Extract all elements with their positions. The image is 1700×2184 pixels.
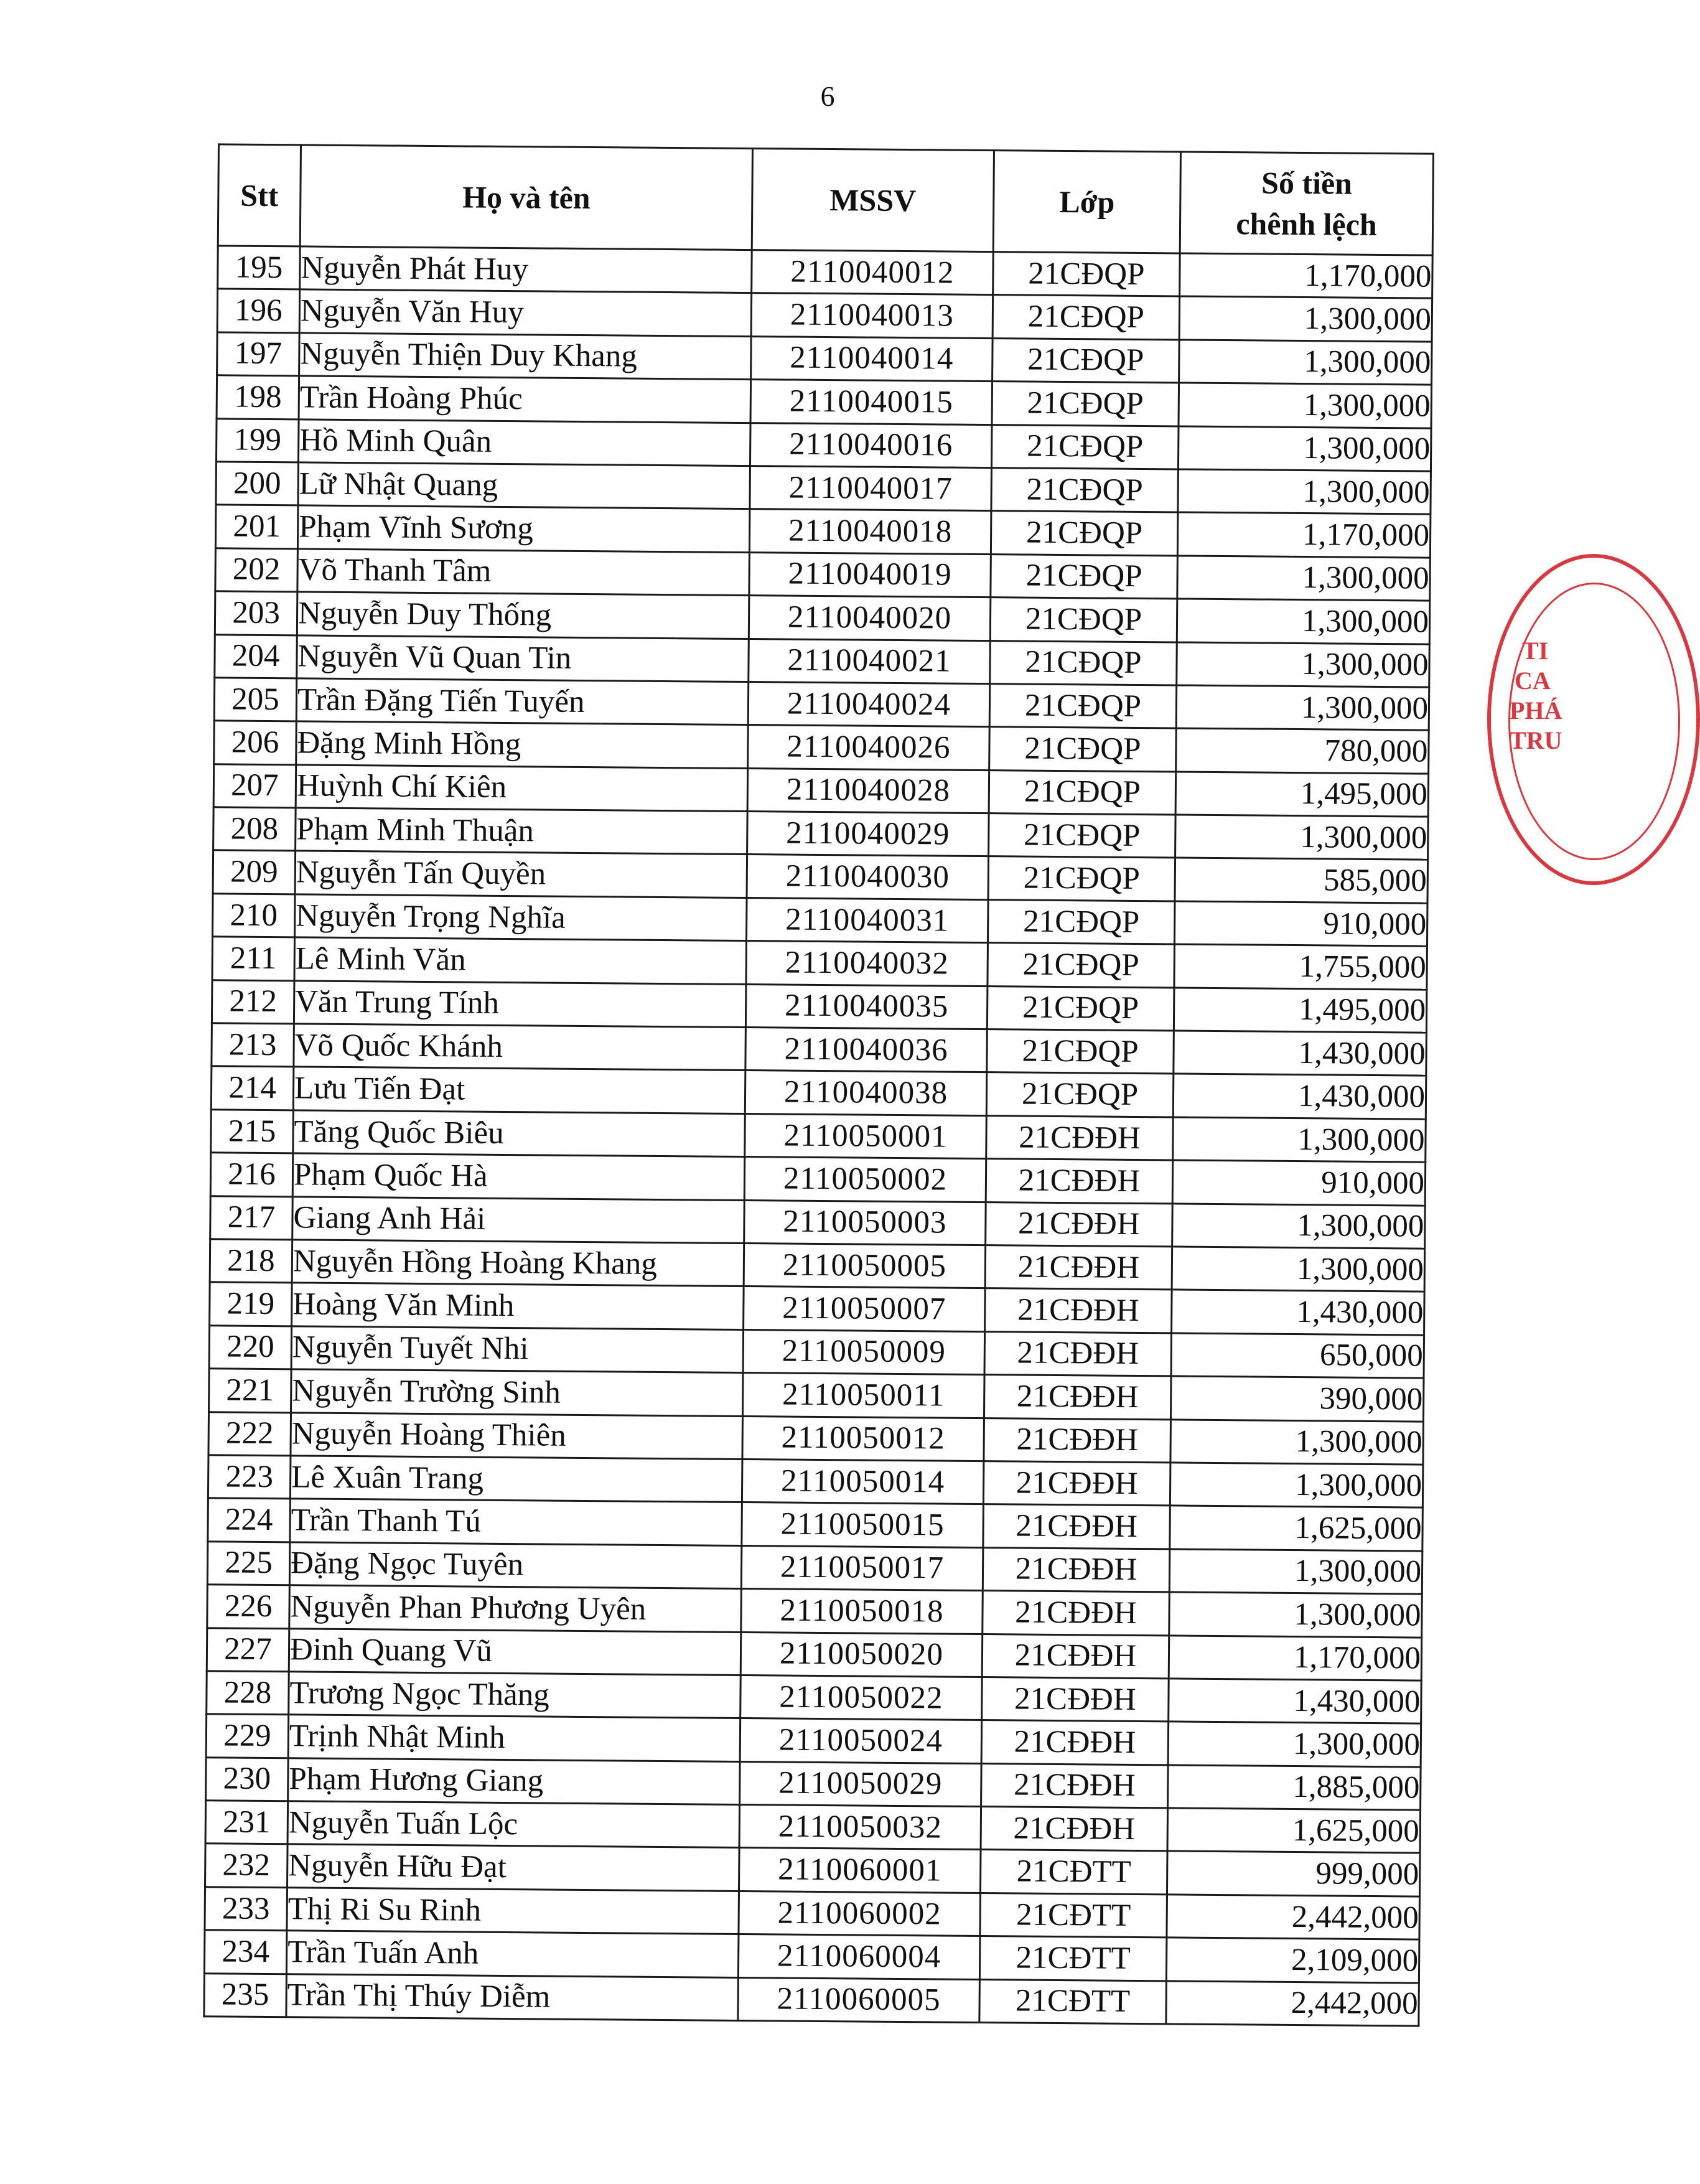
cell-stt: 227 bbox=[207, 1628, 289, 1671]
cell-amount: 2,109,000 bbox=[1166, 1938, 1419, 1983]
cell-stt: 200 bbox=[216, 462, 299, 505]
cell-mssv: 2110040020 bbox=[749, 596, 991, 640]
seal-text-4: TRU bbox=[1510, 726, 1562, 754]
cell-class: 21CĐĐH bbox=[984, 1375, 1171, 1420]
cell-name: Thị Ri Su Rinh bbox=[287, 1888, 739, 1934]
cell-stt: 196 bbox=[217, 289, 300, 332]
cell-amount: 1,430,000 bbox=[1169, 1679, 1422, 1724]
cell-mssv: 2110040012 bbox=[752, 250, 994, 295]
header-amount-line2: chênh lệch bbox=[1236, 206, 1377, 242]
cell-stt: 230 bbox=[206, 1757, 289, 1801]
cell-mssv: 2110050002 bbox=[744, 1157, 986, 1202]
cell-amount: 999,000 bbox=[1167, 1851, 1420, 1896]
cell-mssv: 2110060004 bbox=[738, 1934, 980, 1979]
cell-stt: 224 bbox=[208, 1498, 291, 1542]
seal-text-3: PHÁ bbox=[1510, 696, 1562, 724]
cell-amount: 1,495,000 bbox=[1175, 772, 1429, 817]
cell-mssv: 2110050015 bbox=[742, 1502, 984, 1547]
cell-mssv: 2110050020 bbox=[740, 1632, 983, 1677]
cell-class: 21CĐQP bbox=[990, 598, 1177, 642]
cell-name: Lê Minh Văn bbox=[294, 937, 747, 984]
cell-amount: 1,300,000 bbox=[1169, 1592, 1422, 1638]
cell-mssv: 2110040029 bbox=[747, 812, 989, 856]
cell-stt: 198 bbox=[217, 375, 299, 419]
cell-amount: 1,300,000 bbox=[1172, 1204, 1426, 1249]
seal-text-2: CA bbox=[1515, 667, 1551, 695]
cell-mssv: 2110050012 bbox=[742, 1416, 984, 1461]
cell-name: Nguyễn Vũ Quan Tin bbox=[297, 635, 749, 682]
cell-mssv: 2110040028 bbox=[747, 768, 989, 813]
cell-name: Lưu Tiến Đạt bbox=[293, 1067, 745, 1113]
cell-class: 21CĐQP bbox=[987, 1029, 1174, 1074]
table-row bbox=[204, 1973, 1419, 2026]
cell-class: 21CĐĐH bbox=[985, 1288, 1172, 1333]
page-number: 6 bbox=[820, 80, 835, 112]
cell-class: 21CĐĐH bbox=[983, 1504, 1170, 1549]
cell-name: Tăng Quốc Biêu bbox=[293, 1110, 745, 1157]
cell-stt: 226 bbox=[207, 1585, 290, 1628]
cell-amount: 1,170,000 bbox=[1180, 253, 1433, 299]
cell-mssv: 2110060001 bbox=[739, 1848, 981, 1893]
official-seal-stamp bbox=[1487, 554, 1700, 885]
cell-class: 21CĐQP bbox=[992, 295, 1180, 340]
cell-name: Phạm Hương Giang bbox=[288, 1758, 740, 1804]
cell-stt: 234 bbox=[204, 1930, 287, 1974]
cell-class: 21CĐTT bbox=[980, 1850, 1167, 1895]
cell-amount: 390,000 bbox=[1170, 1376, 1424, 1422]
cell-mssv: 2110040036 bbox=[745, 1028, 988, 1072]
cell-class: 21CĐĐH bbox=[982, 1677, 1169, 1722]
cell-class: 21CĐQP bbox=[993, 252, 1180, 297]
cell-name: Nguyễn Hồng Hoàng Khang bbox=[292, 1240, 744, 1286]
cell-mssv: 2110040019 bbox=[749, 552, 991, 597]
cell-mssv: 2110050009 bbox=[743, 1329, 985, 1374]
cell-name: Trần Hoàng Phúc bbox=[299, 376, 751, 423]
cell-name: Văn Trung Tính bbox=[294, 980, 746, 1027]
cell-class: 21CĐQP bbox=[989, 684, 1177, 729]
cell-mssv: 2110050022 bbox=[740, 1675, 983, 1720]
cell-mssv: 2110040017 bbox=[750, 466, 992, 511]
cell-class: 21CĐĐH bbox=[984, 1331, 1172, 1376]
cell-mssv: 2110050007 bbox=[744, 1286, 986, 1331]
cell-amount: 1,300,000 bbox=[1172, 1247, 1425, 1292]
cell-class: 21CĐQP bbox=[990, 640, 1177, 685]
cell-name: Phạm Vĩnh Sương bbox=[297, 505, 750, 552]
cell-amount: 1,300,000 bbox=[1173, 1117, 1426, 1163]
cell-mssv: 2110050011 bbox=[742, 1373, 984, 1418]
cell-class: 21CĐQP bbox=[991, 511, 1178, 556]
cell-amount: 1,625,000 bbox=[1167, 1808, 1421, 1854]
cell-amount: 1,300,000 bbox=[1169, 1549, 1422, 1595]
cell-amount: 1,300,000 bbox=[1177, 556, 1431, 601]
cell-name: Phạm Minh Thuận bbox=[296, 808, 748, 855]
cell-stt: 222 bbox=[208, 1412, 291, 1455]
cell-stt: 215 bbox=[211, 1110, 294, 1153]
cell-mssv: 2110050017 bbox=[741, 1545, 983, 1590]
cell-class: 21CĐĐH bbox=[981, 1763, 1169, 1808]
cell-mssv: 2110050032 bbox=[739, 1805, 981, 1850]
cell-class: 21CĐTT bbox=[979, 1979, 1167, 2024]
header-amount bbox=[1180, 152, 1433, 255]
seal-text-1: TI bbox=[1522, 637, 1549, 665]
cell-amount: 910,000 bbox=[1172, 1160, 1426, 1206]
cell-amount: 1,300,000 bbox=[1177, 599, 1430, 644]
cell-stt: 211 bbox=[212, 937, 295, 980]
cell-stt: 217 bbox=[210, 1196, 293, 1239]
cell-name: Nguyễn Văn Huy bbox=[299, 289, 752, 336]
cell-amount: 1,170,000 bbox=[1177, 512, 1431, 558]
cell-mssv: 2110040031 bbox=[746, 898, 988, 942]
header-class: Lớp bbox=[993, 151, 1180, 253]
table-header-row bbox=[218, 144, 1433, 255]
cell-class: 21CĐQP bbox=[988, 943, 1175, 988]
cell-mssv: 2110040013 bbox=[751, 293, 993, 338]
cell-stt: 219 bbox=[210, 1282, 292, 1326]
cell-class: 21CĐĐH bbox=[986, 1115, 1174, 1160]
cell-class: 21CĐQP bbox=[989, 727, 1177, 772]
cell-amount: 1,495,000 bbox=[1174, 988, 1427, 1033]
cell-name: Trịnh Nhật Minh bbox=[288, 1715, 740, 1761]
cell-name: Nguyễn Tấn Quyền bbox=[295, 851, 747, 898]
cell-mssv: 2110040021 bbox=[749, 639, 991, 683]
cell-amount: 2,442,000 bbox=[1167, 1895, 1420, 1940]
cell-name: Nguyễn Trường Sinh bbox=[291, 1369, 744, 1416]
cell-stt: 204 bbox=[215, 634, 297, 678]
cell-stt: 197 bbox=[217, 332, 300, 376]
cell-class: 21CĐQP bbox=[992, 382, 1179, 426]
cell-name: Trần Thị Thúy Diễm bbox=[286, 1974, 739, 2020]
cell-amount: 650,000 bbox=[1171, 1333, 1424, 1379]
cell-stt: 228 bbox=[207, 1671, 289, 1715]
cell-name: Trương Ngọc Thăng bbox=[289, 1672, 741, 1718]
table-body bbox=[204, 246, 1432, 2026]
cell-class: 21CĐĐH bbox=[983, 1461, 1170, 1506]
cell-stt: 232 bbox=[205, 1844, 288, 1887]
cell-mssv: 2110040016 bbox=[750, 423, 992, 467]
cell-class: 21CĐĐH bbox=[986, 1159, 1173, 1204]
cell-stt: 207 bbox=[213, 764, 296, 807]
cell-class: 21CĐQP bbox=[986, 1072, 1174, 1117]
cell-amount: 910,000 bbox=[1174, 901, 1427, 947]
cell-stt: 229 bbox=[206, 1714, 289, 1758]
cell-stt: 203 bbox=[215, 591, 297, 635]
cell-mssv: 2110050018 bbox=[741, 1589, 983, 1634]
cell-stt: 218 bbox=[210, 1239, 292, 1283]
cell-amount: 1,300,000 bbox=[1179, 383, 1432, 428]
header-mssv: MSSV bbox=[752, 149, 994, 252]
cell-name: Hồ Minh Quân bbox=[299, 419, 751, 466]
cell-amount: 1,430,000 bbox=[1174, 1031, 1427, 1076]
cell-stt: 208 bbox=[213, 807, 296, 851]
student-fee-table bbox=[203, 143, 1434, 2027]
cell-stt: 199 bbox=[217, 418, 299, 462]
cell-class: 21CĐĐH bbox=[983, 1547, 1170, 1592]
cell-name: Đặng Ngọc Tuyên bbox=[289, 1542, 742, 1589]
cell-stt: 205 bbox=[214, 678, 297, 721]
cell-amount: 1,430,000 bbox=[1173, 1074, 1426, 1119]
cell-stt: 216 bbox=[210, 1153, 293, 1196]
cell-class: 21CĐQP bbox=[991, 424, 1179, 469]
cell-mssv: 2110050029 bbox=[740, 1761, 982, 1806]
cell-name: Trần Đặng Tiến Tuyến bbox=[296, 678, 749, 725]
cell-stt: 233 bbox=[205, 1887, 287, 1931]
cell-name: Phạm Quốc Hà bbox=[292, 1153, 745, 1200]
cell-amount: 1,300,000 bbox=[1175, 815, 1429, 860]
cell-mssv: 2110040032 bbox=[746, 941, 988, 986]
cell-name: Nguyễn Tuyết Nhi bbox=[291, 1326, 744, 1373]
cell-class: 21CĐQP bbox=[991, 554, 1178, 599]
cell-class: 21CĐQP bbox=[989, 813, 1176, 858]
cell-class: 21CĐĐH bbox=[981, 1720, 1169, 1765]
cell-stt: 221 bbox=[209, 1369, 292, 1412]
cell-class: 21CĐQP bbox=[988, 899, 1175, 944]
cell-mssv: 2110040035 bbox=[745, 984, 988, 1029]
cell-amount: 1,755,000 bbox=[1174, 944, 1427, 990]
cell-stt: 223 bbox=[208, 1455, 291, 1499]
cell-name: Nguyễn Hữu Đạt bbox=[287, 1844, 740, 1891]
cell-mssv: 2110040038 bbox=[745, 1071, 987, 1115]
cell-class: 21CĐĐH bbox=[986, 1202, 1173, 1247]
cell-class: 21CĐĐH bbox=[984, 1418, 1171, 1463]
cell-amount: 1,430,000 bbox=[1172, 1290, 1425, 1335]
cell-stt: 212 bbox=[212, 980, 294, 1023]
cell-stt: 220 bbox=[209, 1326, 292, 1369]
cell-class: 21CĐQP bbox=[987, 986, 1174, 1031]
cell-class: 21CĐĐH bbox=[981, 1807, 1168, 1852]
cell-name: Trần Thanh Tú bbox=[290, 1499, 742, 1545]
cell-stt: 202 bbox=[215, 548, 298, 592]
cell-mssv: 2110040026 bbox=[748, 725, 990, 770]
cell-amount: 1,300,000 bbox=[1170, 1419, 1424, 1465]
cell-stt: 195 bbox=[218, 246, 301, 289]
cell-name: Nguyễn Duy Thống bbox=[297, 592, 749, 639]
cell-mssv: 2110050001 bbox=[745, 1113, 987, 1158]
cell-name: Đặng Minh Hồng bbox=[296, 721, 749, 768]
cell-stt: 231 bbox=[205, 1801, 288, 1844]
cell-name: Hoàng Văn Minh bbox=[292, 1283, 744, 1329]
cell-name: Lê Xuân Trang bbox=[290, 1456, 742, 1502]
cell-mssv: 2110060005 bbox=[738, 1977, 980, 2022]
cell-amount: 1,300,000 bbox=[1178, 469, 1431, 515]
cell-class: 21CĐTT bbox=[980, 1893, 1167, 1938]
cell-mssv: 2110050014 bbox=[742, 1459, 984, 1504]
cell-amount: 1,300,000 bbox=[1179, 296, 1432, 342]
cell-mssv: 2110040030 bbox=[747, 855, 989, 899]
cell-amount: 780,000 bbox=[1176, 728, 1429, 774]
cell-name: Giang Anh Hải bbox=[292, 1196, 745, 1243]
cell-name: Đinh Quang Vũ bbox=[289, 1628, 741, 1675]
cell-amount: 1,625,000 bbox=[1170, 1506, 1423, 1551]
cell-amount: 1,300,000 bbox=[1179, 340, 1432, 385]
cell-name: Trần Tuấn Anh bbox=[286, 1931, 739, 1977]
cell-name: Nguyễn Trọng Nghĩa bbox=[295, 894, 747, 941]
header-name: Họ và tên bbox=[300, 145, 752, 250]
cell-class: 21CĐQP bbox=[989, 770, 1176, 815]
cell-stt: 235 bbox=[204, 1973, 287, 2017]
cell-stt: 225 bbox=[207, 1541, 290, 1585]
cell-class: 21CĐQP bbox=[992, 338, 1180, 383]
cell-name: Huỳnh Chí Kiên bbox=[296, 765, 748, 812]
cell-name: Nguyễn Thiện Duy Khang bbox=[299, 333, 752, 380]
cell-mssv: 2110040014 bbox=[751, 336, 993, 381]
cell-amount: 1,300,000 bbox=[1178, 426, 1431, 472]
cell-mssv: 2110040018 bbox=[749, 509, 991, 554]
cell-class: 21CĐQP bbox=[988, 856, 1175, 901]
cell-stt: 201 bbox=[215, 505, 298, 548]
cell-stt: 209 bbox=[213, 850, 296, 894]
cell-mssv: 2110040015 bbox=[750, 380, 992, 424]
cell-name: Nguyễn Hoàng Thiên bbox=[291, 1412, 743, 1459]
cell-amount: 1,885,000 bbox=[1168, 1765, 1421, 1811]
cell-amount: 1,300,000 bbox=[1177, 642, 1430, 687]
cell-mssv: 2110050024 bbox=[740, 1718, 982, 1763]
cell-amount: 1,170,000 bbox=[1169, 1635, 1422, 1680]
cell-class: 21CĐĐH bbox=[985, 1245, 1172, 1290]
cell-stt: 214 bbox=[211, 1066, 294, 1110]
cell-stt: 213 bbox=[212, 1023, 294, 1067]
cell-amount: 1,300,000 bbox=[1168, 1722, 1421, 1767]
cell-name: Võ Thanh Tâm bbox=[297, 549, 750, 596]
cell-stt: 206 bbox=[214, 721, 297, 764]
cell-amount: 2,442,000 bbox=[1166, 1981, 1419, 2027]
cell-amount: 585,000 bbox=[1175, 858, 1428, 903]
cell-amount: 1,300,000 bbox=[1170, 1463, 1423, 1508]
header-stt: Stt bbox=[218, 144, 301, 246]
cell-amount: 1,300,000 bbox=[1176, 685, 1429, 731]
cell-name: Lữ Nhật Quang bbox=[298, 462, 750, 509]
cell-mssv: 2110040024 bbox=[748, 682, 990, 726]
cell-name: Nguyễn Phát Huy bbox=[300, 246, 752, 293]
cell-name: Nguyễn Phan Phương Uyên bbox=[289, 1585, 742, 1632]
cell-mssv: 2110050005 bbox=[744, 1244, 986, 1288]
cell-stt: 210 bbox=[213, 894, 296, 937]
header-amount-line1: Số tiền bbox=[1261, 165, 1353, 201]
cell-mssv: 2110060002 bbox=[739, 1891, 981, 1936]
cell-name: Võ Quốc Khánh bbox=[294, 1024, 746, 1071]
cell-name: Nguyễn Tuấn Lộc bbox=[287, 1801, 740, 1848]
cell-mssv: 2110050003 bbox=[744, 1200, 986, 1245]
cell-class: 21CĐQP bbox=[991, 468, 1179, 513]
cell-class: 21CĐTT bbox=[979, 1936, 1167, 1981]
cell-class: 21CĐĐH bbox=[983, 1591, 1170, 1636]
cell-class: 21CĐĐH bbox=[982, 1634, 1169, 1679]
